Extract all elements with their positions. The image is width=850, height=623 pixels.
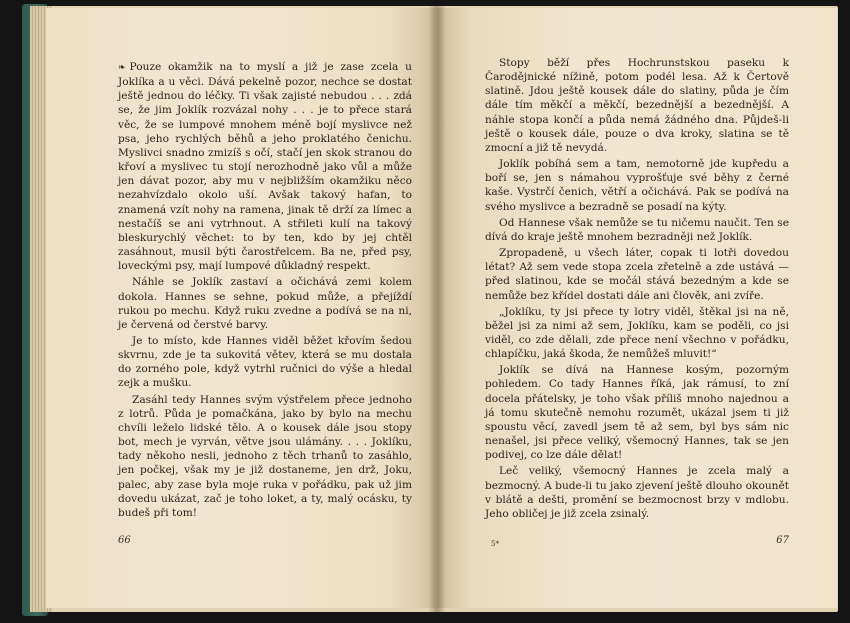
page-number: 66	[118, 535, 131, 546]
book-gutter	[428, 6, 446, 612]
left-page-text	[118, 60, 412, 520]
paragraph: Stopy běží přes Hochrunstskou paseku k Čarodějnické nížině, potom podél lesa. Až k Čertově slatině. Jdou ještě kousek dále do slatiny, půda je čím dále tím měkčí a měkčí, bezednější a bezednější. A náhle stopa končí a půda nemá žádného dna. Půjdeš-li ještě o kousek dále, pouze o dva kroky, slatina se tě zmocní a již tě nevydá.	[485, 57, 789, 154]
paragraph: Je to místo, kde Hannes viděl běžet křovím šedou skvrnu, zde je ta sukovitá větev, která se mu dostala do zorného pole, když vytrhl ručnici do výše a hledal zejk a mušku.	[118, 334, 412, 390]
paragraph: Zpropadeně, u všech láter, copak ti lotři dovedou létat? Až sem vede stopa zcela zřetelně a zde ustává — před slatinou, kde se močál stává bezedným a kde se nemůže bez křídel dostati dále ani člověk, ani zvíře.	[485, 247, 789, 302]
paragraph	[118, 60, 412, 273]
paragraph: Joklík pobíhá sem a tam, nemotorně jde kupředu a boří se, jen s námahou vyprošťuje své běhy z černé kaše. Vystrčí čenich, větří a očichává. Pak se podívá na svého myslivce a bezradně se posadí na kýty.	[485, 158, 789, 213]
paragraph-text: Pouze okamžik na to myslí a již je zase zcela u Joklíka a u věci. Dává pekelně pozor, nechce se dostat ještě jednou do léčky. Ti však zajisté nebudou . . . zdá se, že jim Joklík rozvázal nohy . . . je to přece stará věc, že se lumpové mnohem méně bojí myslivce než psa, jeho rychlých běhů a jeho proklatého čenichu. Myslivci snadno zmizíš s očí, stačí jen skok stranou do křoví a myslivec tu stojí nerozhodně jako vůl a může jen dávat pozor, aby mu v nejbližším okamžiku něco nezahvízdalo okolo uší. Avšak takový hafan, to znamená vzít nohy na ramena, jinak tě drží za límec a nestačíš se ani vytrhnout. A střileti kulí na takový bleskurychlý věchet: to by ten, kdo by jej chtěl zasáhnout, musil býti čarostřelcem. Ba ne, před psy, loveckými psy, mají lumpové důkladný respekt.	[118, 61, 412, 273]
paragraph: Náhle se Joklík zastaví a očichává zemi kolem dokola. Hannes se sehne, pokud může, a přejíždí rukou po mechu. Když ruku zvedne a podívá se na ni, je červená od čerstvé barvy.	[118, 276, 412, 331]
signature-mark: 5*	[491, 540, 499, 548]
paragraph-ornament-icon: ❧	[118, 63, 126, 73]
left-page	[46, 8, 436, 608]
page-number: 67	[776, 535, 789, 546]
right-page-text	[485, 56, 789, 521]
right-page	[437, 8, 837, 608]
paragraph: Od Hannese však nemůže se tu ničemu naučit. Ten se dívá do kraje ještě mnohem bezradněji než Joklík.	[485, 216, 789, 243]
paragraph: Joklík se dívá na Hannese kosým, pozorným pohledem. Co tady Hannes říká, jak rámusí, to zní docela přátelsky, je toho však příliš mnoho najednou a já tomu skutečně nemohu rozumět, ukázal jsem ti již spoustu věcí, zavedl jsem tě až sem, byl bys sám nic nenašel, jsi přece veliký, všemocný Hannes, tak se jen podivej, co lze dále dělat!	[485, 364, 789, 462]
paragraph: Zasáhl tedy Hannes svým výstřelem přece jednoho z lotrů. Půda je pomačkána, jako by bylo na mechu chvíli leželo lidské tělo. A o kousek dále jsou stopy bot, mech je vyrván, větve jsou ulámány. . . . Joklíku, tady někoho nesli, jednoho z těch trhanů to zasáhlo, jen počkej, však my je již dostaneme, jen drž, Joku, palec, aby zase byla moje ruka v pořádku, pak už jim dovedu ukázat, zač je toho loket, a ty, malý ocásku, ty budeš při tom!	[118, 393, 412, 519]
paragraph: Leč veliký, všemocný Hannes je zcela malý a bezmocný. A bude-li tu jako zjevení ještě dlouho okounět v blátě a dešti, promění se bezmocnost brzy v mdlobu. Jeho obličej je již zcela zsinalý.	[485, 465, 789, 520]
paragraph: „Joklíku, ty jsi přece ty lotry viděl, štěkal jsi na ně, běžel jsi za nimi až sem, Joklíku, kam se poděli, co jsi viděl, co zde dělali, zde přece není všechno v pořádku, chlapíčku, jaká škoda, že nemůžeš mluvit!“	[485, 305, 789, 361]
